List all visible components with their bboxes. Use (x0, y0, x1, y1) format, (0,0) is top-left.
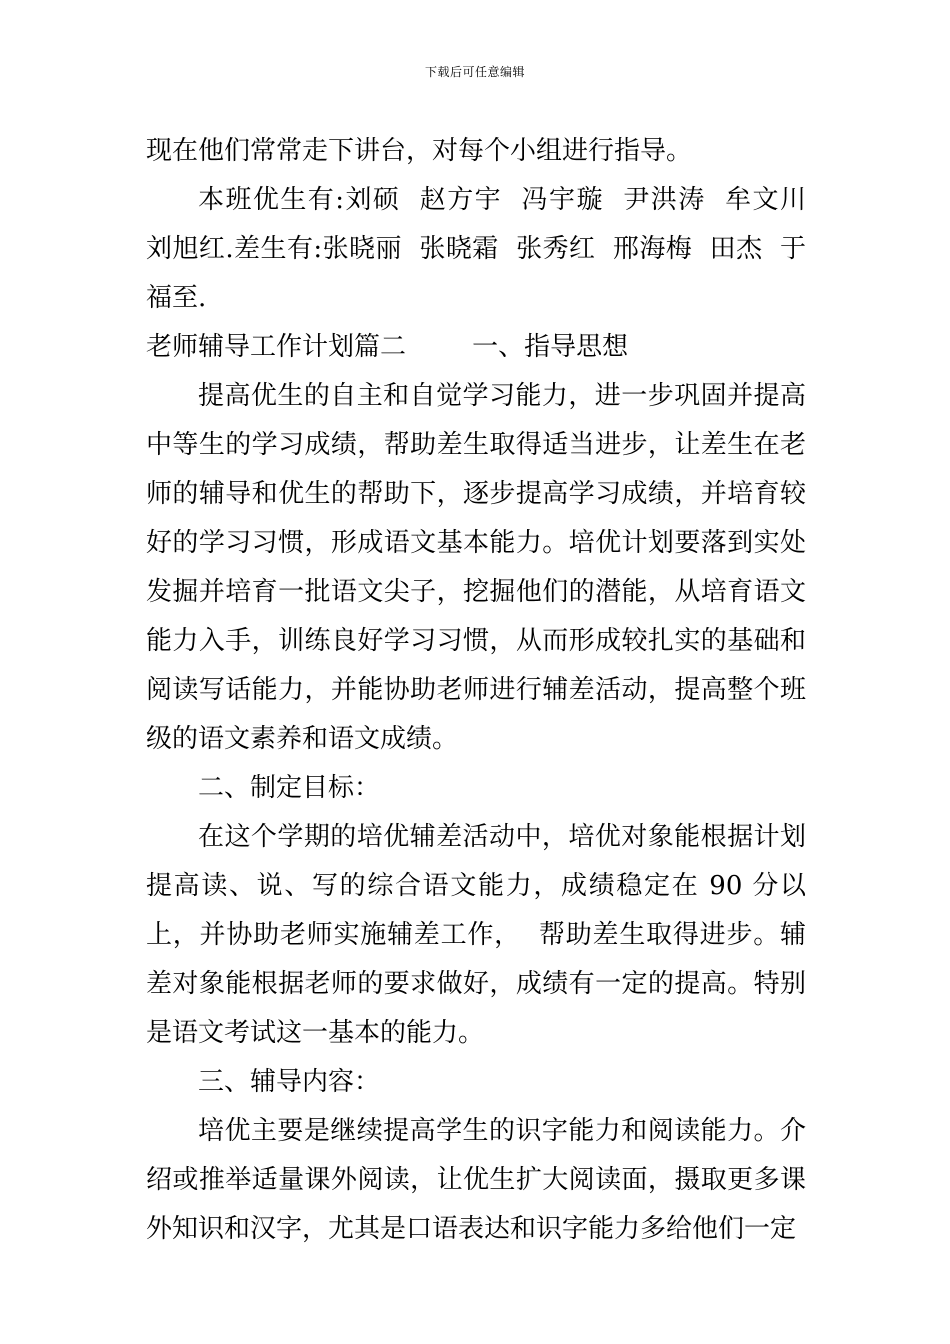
paragraph-3: 老师辅导工作计划篇二 一、指导思想 (146, 332, 629, 362)
paragraph-8: 培优主要是继续提高学生的识字能力和阅读能力。介绍或推举适量课外阅读，让优生扩大阅读面，摄取更多课外知识和汉字，尤其是口语表达和识字能力多给他们一定 (146, 1116, 806, 1244)
paragraph-4: 提高优生的自主和自觉学习能力，进一步巩固并提高中等生的学习成绩，帮助差生取得适当进步，让差生在老师的辅导和优生的帮助下，逐步提高学习成绩，并培育较好的学习习惯，形成语文基本能力。培优计划要落到实处发掘并培育一批语文尖子，挖掘他们的潜能，从培育语文能力入手，训练良好学习习惯，从而形成较扎实的基础和阅读写话能力，并能协助老师进行辅差活动，提高整个班级的语文素养和语文成绩。 (146, 381, 806, 754)
page-header: 下载后可任意编辑 (424, 65, 525, 79)
paragraph-2: 本班优生有:刘硕 赵方宇 冯宇璇 尹洪涛 牟文川 刘旭红.差生有:张晓丽 张晓霜 张秀红 邢海梅 田杰 于福至. (146, 185, 823, 313)
paragraph-6: 在这个学期的培优辅差活动中，培优对象能根据计划提高读、说、写的综合语文能力，成绩稳定在 90 分以上，并协助老师实施辅差工作， 帮助差生取得进步。辅差对象能根据老师的要求做好，成绩有一定的提高。特别是语文考试这一基本的能力。 (146, 822, 806, 1048)
paragraph-5: 二、制定目标： (198, 773, 381, 803)
document-body (146, 127, 823, 1254)
paragraph-1: 现在他们常常走下讲台，对每个小组进行指导。 (146, 136, 693, 166)
paragraph-7: 三、辅导内容： (198, 1067, 381, 1097)
